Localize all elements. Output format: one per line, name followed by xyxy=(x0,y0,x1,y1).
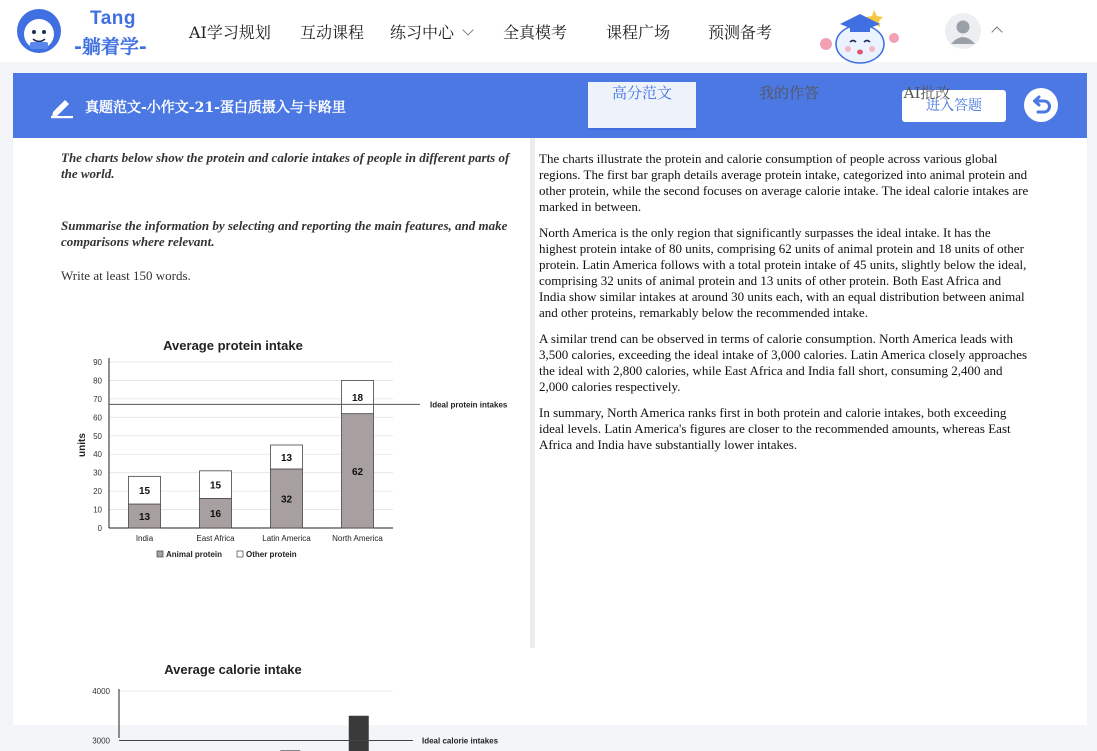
chevron-up-icon[interactable] xyxy=(991,26,1002,37)
y-tick-label: 80 xyxy=(93,376,102,386)
answer-tabs xyxy=(575,82,1025,130)
y-tick-label: 4000 xyxy=(92,687,110,696)
edit-pencil-icon xyxy=(49,93,75,119)
y-tick-label: 0 xyxy=(97,524,102,533)
data-label: 15 xyxy=(138,486,151,498)
calorie-bar xyxy=(349,716,369,751)
data-label: 13 xyxy=(280,452,293,464)
nav-practice-center[interactable] xyxy=(390,20,472,43)
legend-label: Animal protein xyxy=(166,550,223,559)
y-tick-label: 40 xyxy=(93,450,102,460)
data-label: 13 xyxy=(138,512,151,524)
x-tick-label: Latin America xyxy=(262,534,311,543)
task-word-count: Write at least 150 words. xyxy=(61,268,191,283)
top-nav xyxy=(0,0,1097,62)
nav-practice-center-label: 练习中心 xyxy=(390,23,455,42)
model-essay xyxy=(539,151,1029,463)
legend-swatch xyxy=(157,551,163,557)
y-tick-label: 3000 xyxy=(92,736,110,746)
y-tick-label: 10 xyxy=(93,505,102,515)
y-tick-label: 30 xyxy=(93,468,102,478)
data-label: 15 xyxy=(209,480,222,492)
y-axis-label: units xyxy=(77,433,88,457)
x-tick-label: East Africa xyxy=(196,534,235,543)
task-charts xyxy=(13,138,533,746)
chart-title: Average calorie intake xyxy=(164,662,302,677)
nav-mock-exam[interactable]: 全真模考 xyxy=(503,23,568,42)
chart-title: Average protein intake xyxy=(163,338,303,353)
brand-name-en: Tang xyxy=(90,8,136,29)
y-tick-label: 60 xyxy=(93,413,102,423)
essay-paragraph: A similar trend can be observed in terms of calorie consumption. North America leads with 3,500 calories, exceeding the ideal intake of 3,000 calories. Latin America closely approaches the ideal with 2,800 calories, while East Africa and India fall short, consuming 2,400 and 2,000 calories respectively. xyxy=(539,331,1028,394)
essay-paragraph: In summary, North America ranks first in both protein and calorie intakes, both exceeding ideal levels. Latin America's figures are closer to the recommended amounts, whereas East Africa and India have substantially lower intakes. xyxy=(539,405,1011,452)
undo-icon[interactable] xyxy=(1024,88,1058,122)
nav-prediction[interactable]: 预测备考 xyxy=(708,23,773,42)
legend-swatch xyxy=(237,551,243,557)
brand-logo[interactable] xyxy=(16,6,166,56)
chevron-down-icon xyxy=(462,24,473,35)
x-tick-label: India xyxy=(135,534,154,543)
ideal-line-label: Ideal calorie intakes xyxy=(422,736,499,746)
enter-answer-button[interactable]: 进入答题 xyxy=(902,90,1006,122)
mascot-graduate-icon xyxy=(810,2,914,64)
nav-ai-plan[interactable]: AI学习规划 xyxy=(189,23,271,42)
ideal-line-label: Ideal protein intakes xyxy=(430,400,508,410)
x-tick-label: North America xyxy=(332,534,383,543)
pane-divider xyxy=(530,138,535,648)
tab-ai-grading[interactable]: AI批改 xyxy=(903,84,951,102)
data-label: 62 xyxy=(351,466,364,478)
essay-paragraph: The charts illustrate the protein and calorie consumption of people across various global regions. The first bar graph details average protein intake, categorized into animal protein and other protein, while the second focuses on average calorie intake. The ideal calorie intakes are marked in between. xyxy=(539,151,1029,214)
data-label: 16 xyxy=(209,509,222,521)
data-label: 18 xyxy=(351,393,364,405)
y-tick-label: 20 xyxy=(93,487,102,497)
task-prompt-2: Summarise the information by selecting and reporting the main features, and make comparisons where relevant. xyxy=(61,218,508,249)
tab-model-essay[interactable]: 高分范文 xyxy=(588,82,696,130)
mascot-logo-icon xyxy=(16,8,62,54)
task-prompt-1: The charts below show the protein and calorie intakes of people in different parts of the world. xyxy=(61,150,510,181)
data-label: 32 xyxy=(280,494,293,506)
nav-course-plaza[interactable]: 课程广场 xyxy=(606,23,671,42)
task-pane[interactable] xyxy=(13,138,533,746)
legend-label: Other protein xyxy=(246,550,297,559)
y-tick-label: 50 xyxy=(93,431,102,441)
user-avatar-icon[interactable] xyxy=(945,13,981,49)
nav-interactive-course[interactable]: 互动课程 xyxy=(300,23,365,42)
y-tick-label: 90 xyxy=(93,358,102,367)
essay-paragraph: North America is the only region that significantly surpasses the ideal intake. It has the highest protein intake of 80 units, comprising 62 units of animal protein and 18 units of other protein. Latin America follows with a total protein intake of 45 units, slightly below the ideal, comprising 32 units of animal protein and 13 units of other protein. Both East Africa and India show similar intakes at around 30 units each, with an equal distribution between animal and other proteins, remarkably below the recommended intake. xyxy=(539,225,1027,320)
y-tick-label: 70 xyxy=(93,394,102,404)
brand-name-cn: -躺着学- xyxy=(74,36,147,58)
page-title: 真题范文-小作文-21-蛋白质摄入与卡路里 xyxy=(85,100,346,116)
tab-my-answer[interactable]: 我的作答 xyxy=(758,84,819,102)
